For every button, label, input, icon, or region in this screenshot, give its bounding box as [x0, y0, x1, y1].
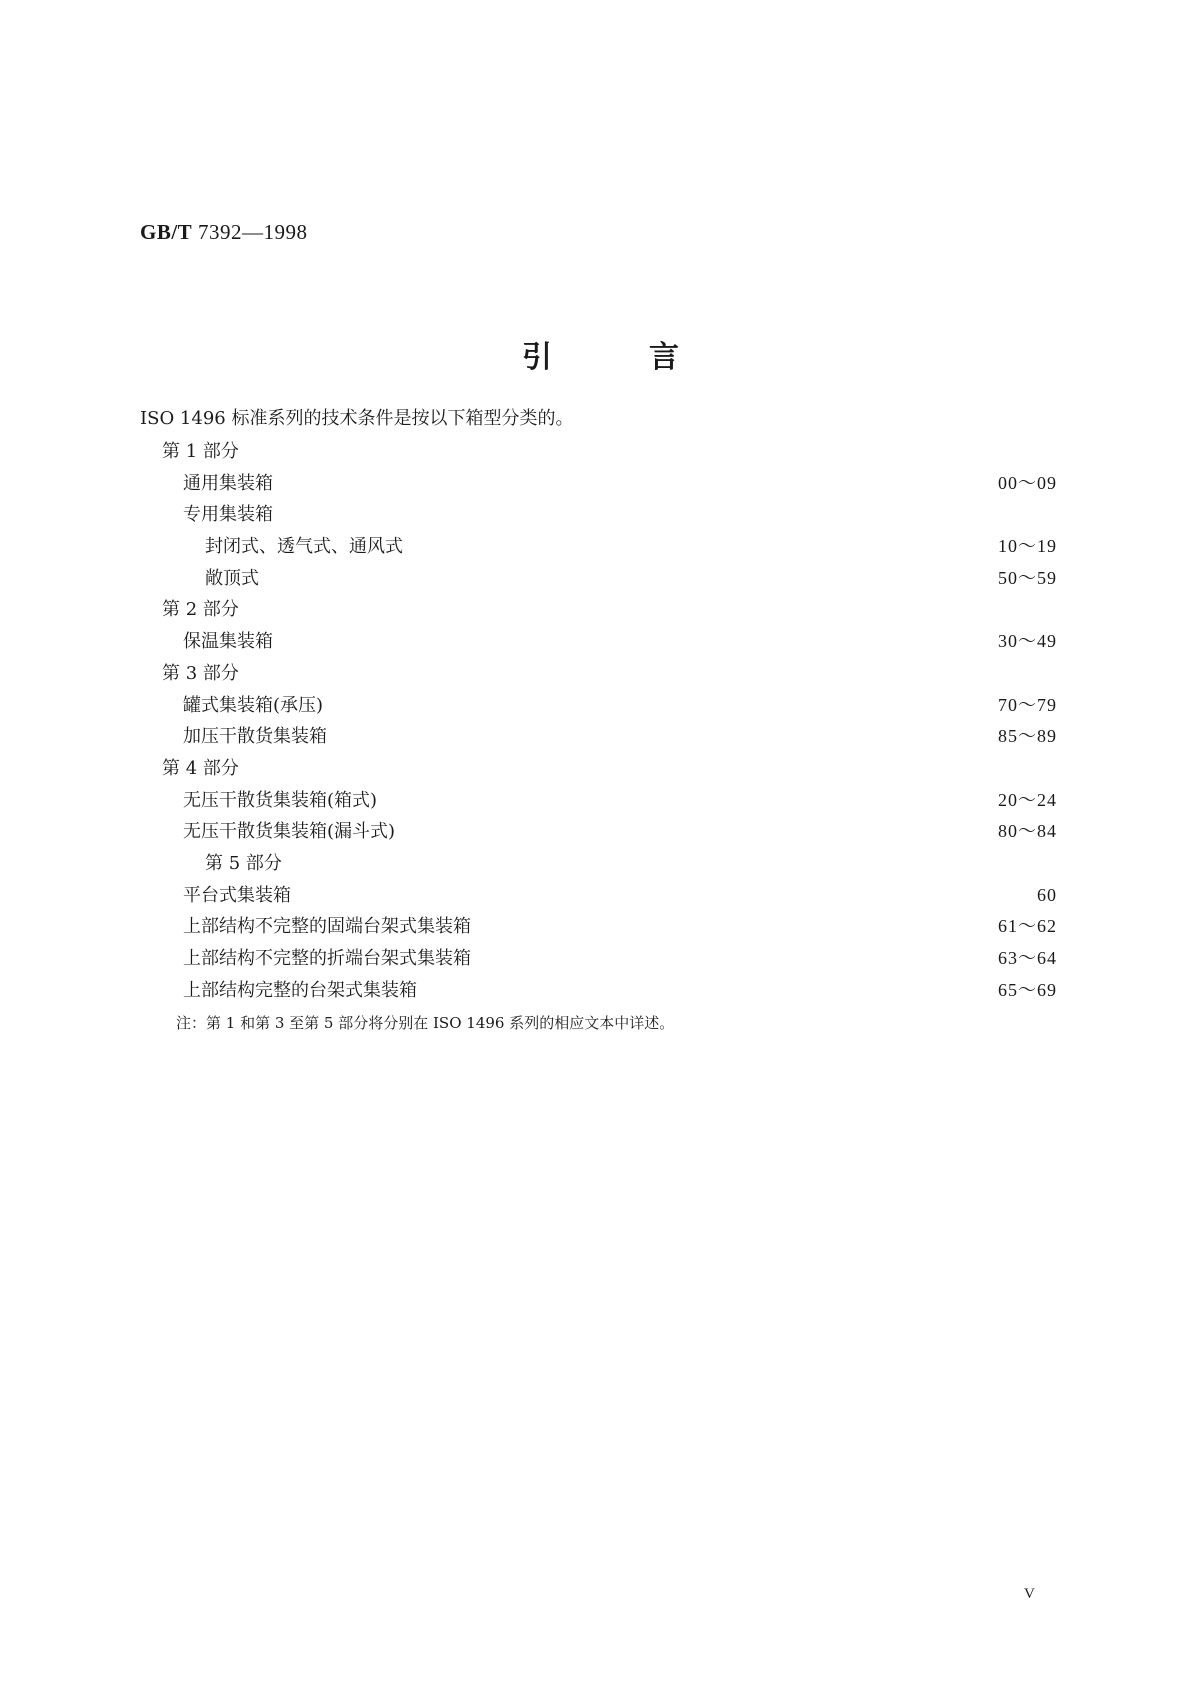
row-code: 80～84	[998, 821, 1057, 842]
page-number: V	[1024, 1586, 1035, 1602]
row-code: 60	[1037, 884, 1057, 905]
row-code: 00～09	[998, 472, 1057, 493]
row-label: 第 1 部分	[162, 441, 239, 462]
list-row	[0, 721, 1191, 753]
section-heading	[0, 338, 1191, 378]
intro-paragraph: ISO 1496 标准系列的技术条件是按以下箱型分类的。	[140, 408, 574, 429]
row-label: 第 4 部分	[162, 757, 239, 779]
standard-code	[140, 220, 307, 245]
list-row	[0, 880, 1191, 912]
row-label: 保温集装箱	[183, 631, 273, 653]
standard-code-prefix: GB/T	[140, 220, 193, 244]
row-code: 30～49	[998, 631, 1057, 652]
list-row	[0, 690, 1191, 722]
row-label: 专用集装箱	[183, 504, 273, 526]
list-row	[0, 626, 1191, 658]
row-label: 无压干散货集装箱(箱式)	[183, 789, 378, 811]
row-label: 罐式集装箱(承压)	[183, 694, 324, 716]
list-row	[0, 785, 1191, 817]
list-row	[0, 975, 1191, 1007]
row-code: 10～19	[998, 536, 1057, 557]
list-row	[0, 848, 1191, 880]
footnote: 注：第 1 和第 3 至第 5 部分将分别在 ISO 1496 系列的相应文本中详述。	[176, 1014, 675, 1032]
list-row	[0, 753, 1191, 785]
row-label: 上部结构不完整的折端台架式集装箱	[183, 948, 471, 969]
row-label: 第 5 部分	[205, 852, 282, 874]
row-label: 上部结构不完整的固端台架式集装箱	[183, 916, 471, 938]
list-row	[0, 563, 1191, 595]
list-row	[0, 658, 1191, 690]
row-code: 20～24	[998, 789, 1057, 810]
list-row	[0, 499, 1191, 531]
row-code: 65～69	[998, 979, 1057, 1000]
list-row	[0, 943, 1191, 975]
row-label: 通用集装箱	[183, 472, 273, 494]
row-label: 上部结构完整的台架式集装箱	[183, 979, 417, 1001]
classification-list	[0, 436, 1191, 1006]
row-code: 61～62	[998, 916, 1057, 937]
list-row	[0, 468, 1191, 500]
row-code: 63～64	[998, 948, 1057, 968]
row-label: 第 3 部分	[162, 662, 239, 684]
row-code: 70～79	[998, 694, 1057, 715]
list-row	[0, 594, 1191, 626]
list-row	[0, 436, 1191, 468]
row-label: 封闭式、透气式、通风式	[205, 536, 403, 558]
row-code: 50～59	[998, 567, 1057, 588]
standard-code-number: 7392—1998	[197, 220, 308, 244]
row-label: 敞顶式	[205, 567, 259, 589]
list-row	[0, 531, 1191, 563]
row-label: 无压干散货集装箱(漏斗式)	[183, 821, 396, 843]
row-code: 85～89	[998, 726, 1057, 747]
heading-char-2: 言	[649, 340, 679, 375]
row-label: 第 2 部分	[162, 599, 239, 621]
row-label: 加压干散货集装箱	[183, 726, 327, 748]
row-label: 平台式集装箱	[183, 884, 291, 906]
list-row	[0, 911, 1191, 943]
heading-char-1: 引	[522, 340, 552, 375]
list-row	[0, 816, 1191, 848]
